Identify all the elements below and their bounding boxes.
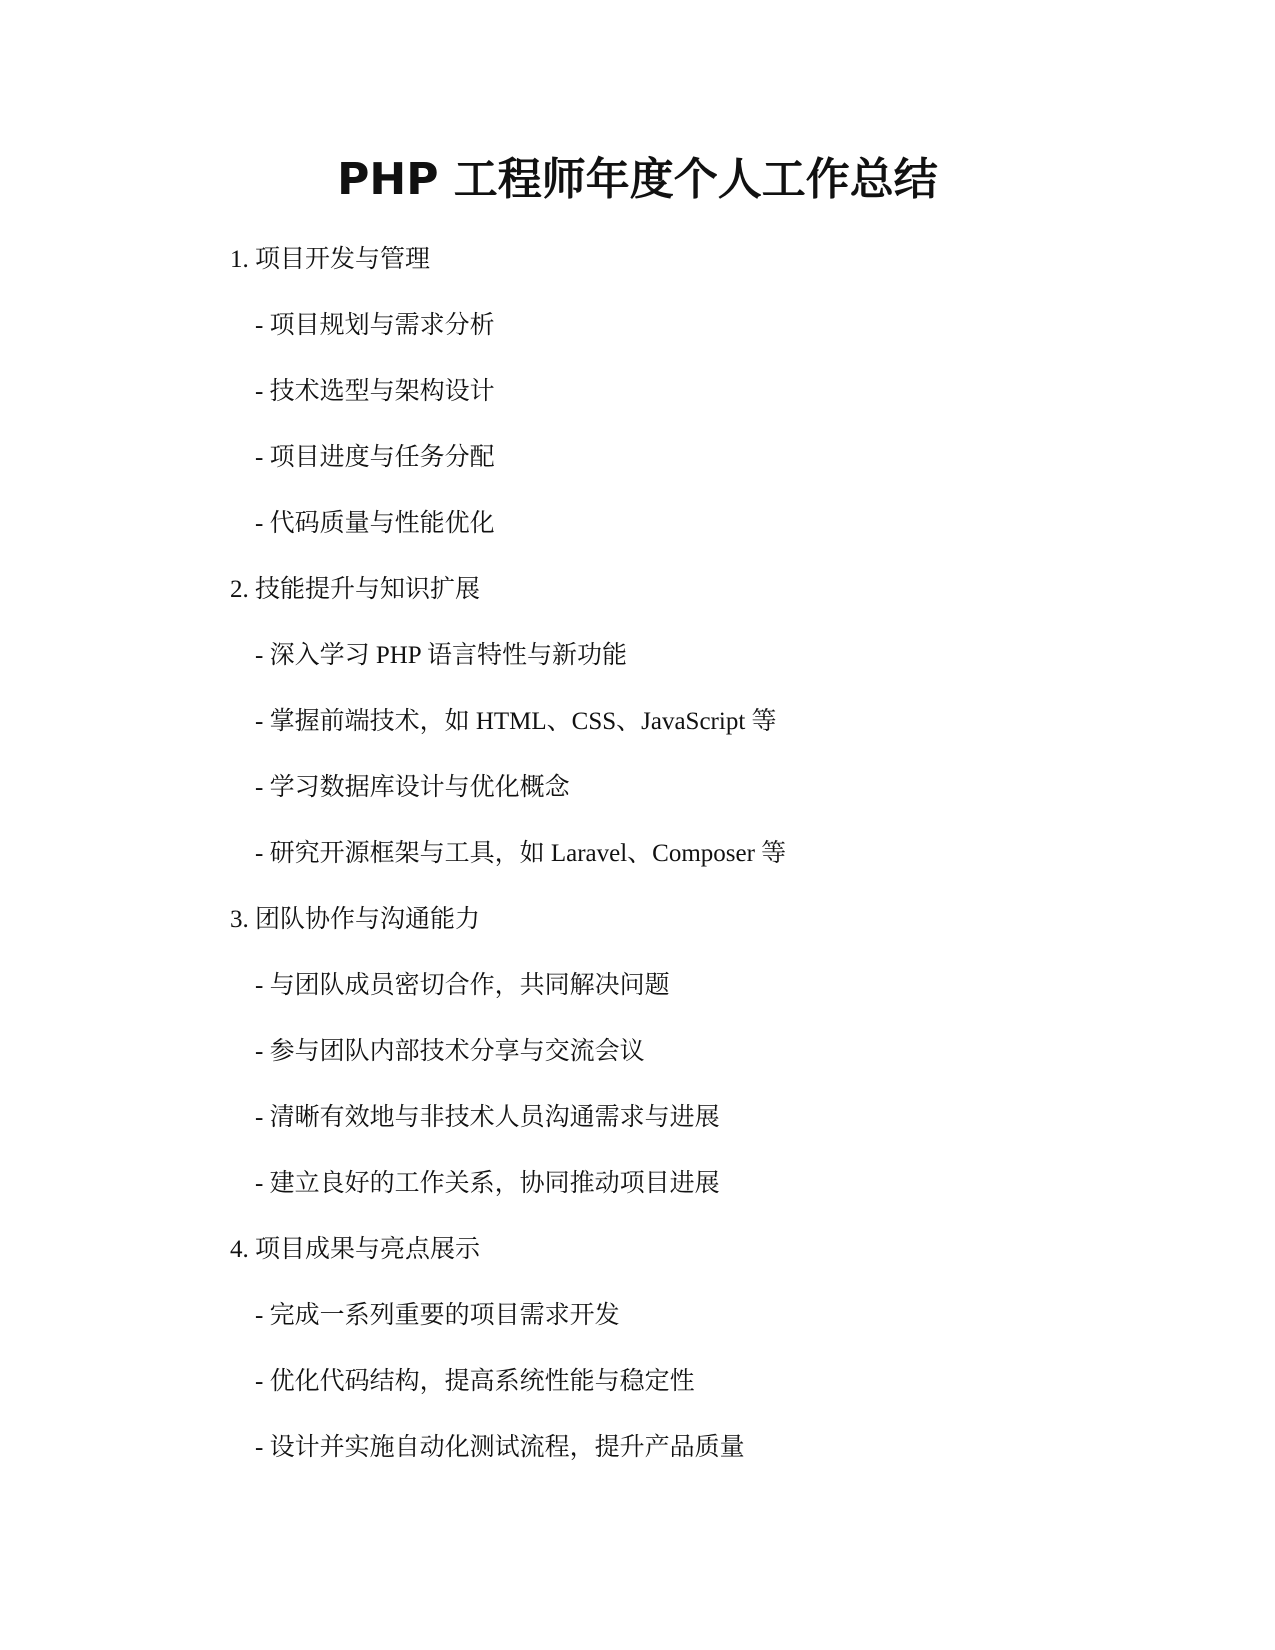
section-team-collaboration: [230, 900, 1130, 1230]
section-heading: 4. 项目成果与亮点展示: [230, 1236, 481, 1263]
list-item: - 优化代码结构，提高系统性能与稳定性: [255, 1368, 695, 1395]
list-item: - 代码质量与性能优化: [255, 510, 495, 537]
list-item: - 研究开源框架与工具，如 Laravel、Composer 等: [255, 840, 787, 867]
section-heading: 1. 项目开发与管理: [230, 246, 431, 273]
list-item: - 项目规划与需求分析: [255, 312, 495, 339]
list-item: - 清晰有效地与非技术人员沟通需求与进展: [255, 1104, 720, 1131]
section-heading: 3. 团队协作与沟通能力: [230, 906, 481, 933]
section-heading: 2. 技能提升与知识扩展: [230, 576, 481, 603]
list-item: - 完成一系列重要的项目需求开发: [255, 1302, 620, 1329]
document-title: PHP 工程师年度个人工作总结: [337, 154, 938, 205]
list-item: - 技术选型与架构设计: [255, 378, 495, 405]
list-item: - 掌握前端技术，如 HTML、CSS、JavaScript 等: [255, 708, 777, 735]
document-body: [230, 240, 1130, 1494]
list-item: - 学习数据库设计与优化概念: [255, 774, 570, 801]
list-item: - 参与团队内部技术分享与交流会议: [255, 1038, 645, 1065]
list-item: - 与团队成员密切合作，共同解决问题: [255, 972, 670, 999]
list-item: - 建立良好的工作关系，协同推动项目进展: [255, 1170, 720, 1197]
list-item: - 项目进度与任务分配: [255, 444, 495, 471]
list-item: - 设计并实施自动化测试流程，提升产品质量: [255, 1434, 745, 1461]
section-project-results: [230, 1230, 1130, 1494]
list-item: - 深入学习 PHP 语言特性与新功能: [255, 642, 628, 669]
section-skill-improvement: [230, 570, 1130, 900]
section-project-development: [230, 240, 1130, 570]
